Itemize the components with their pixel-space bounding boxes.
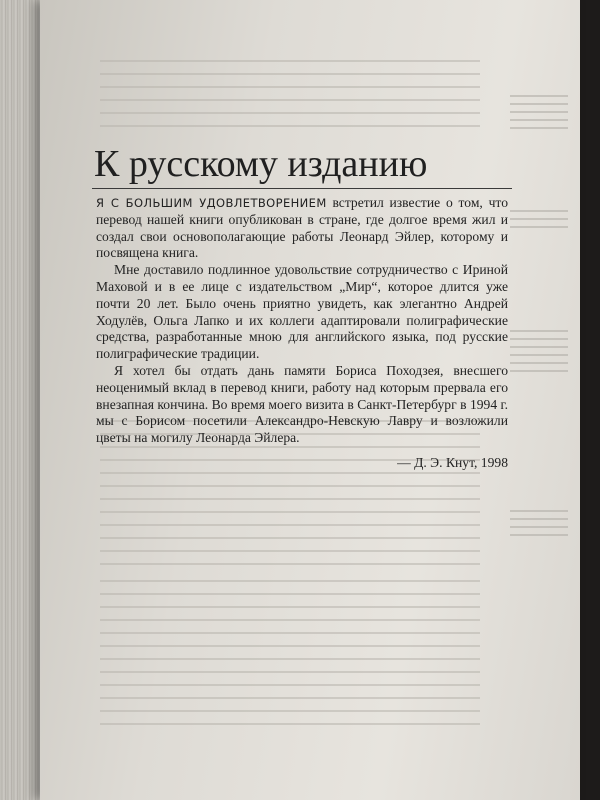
- paragraph-2: Мне доставило подлинное удовольствие сотрудничество с Ириной Маховой и в ее лице с издательством „Мир“, которое длится уже почти 20 лет. Было очень приятно увидеть, как элегантно Андрей Ходулёв, Ольга Лапко и их коллеги адаптировали полиграфические средства, разработанные мною для английского языка, под русские полиграфические традиции.: [96, 262, 508, 362]
- paragraph-3: Я хотел бы отдать дань памяти Бориса Походзея, внесшего неоценимый вклад в перевод книги, работу над которым прервала его внезапная кончина. Во время моего визита в Санкт-Петербург в 1994 г. мы с Борисом посетили Александро-Невскую Лавру и возложили цветы на могилу Леонарда Эйлера.: [96, 362, 508, 446]
- page-title: К русскому изданию: [94, 143, 428, 185]
- preface-content: [96, 142, 508, 471]
- preface-body: [96, 195, 508, 447]
- signature: — Д. Э. Кнут, 1998: [397, 454, 508, 470]
- lead-caps: Я С БОЛЬШИМ УДОВЛЕТВОРЕНИЕМ: [96, 196, 327, 210]
- show-through-margin-note-3: [510, 330, 568, 378]
- show-through-bottom: [100, 580, 480, 736]
- show-through-margin-note-1: [510, 95, 568, 135]
- show-through-margin-note-2: [510, 210, 568, 234]
- show-through-margin-note-4: [510, 510, 568, 542]
- paragraph-1-text: встретил известие о том, что перевод нашей книги опубликован в стране, где долгое время жил и создал свои основополагающие работы Леонард Эйлер, которому и посвящена книга.: [96, 195, 508, 261]
- paragraph-1: [96, 195, 508, 262]
- show-through-top: [100, 60, 480, 138]
- title-rule: [92, 188, 512, 189]
